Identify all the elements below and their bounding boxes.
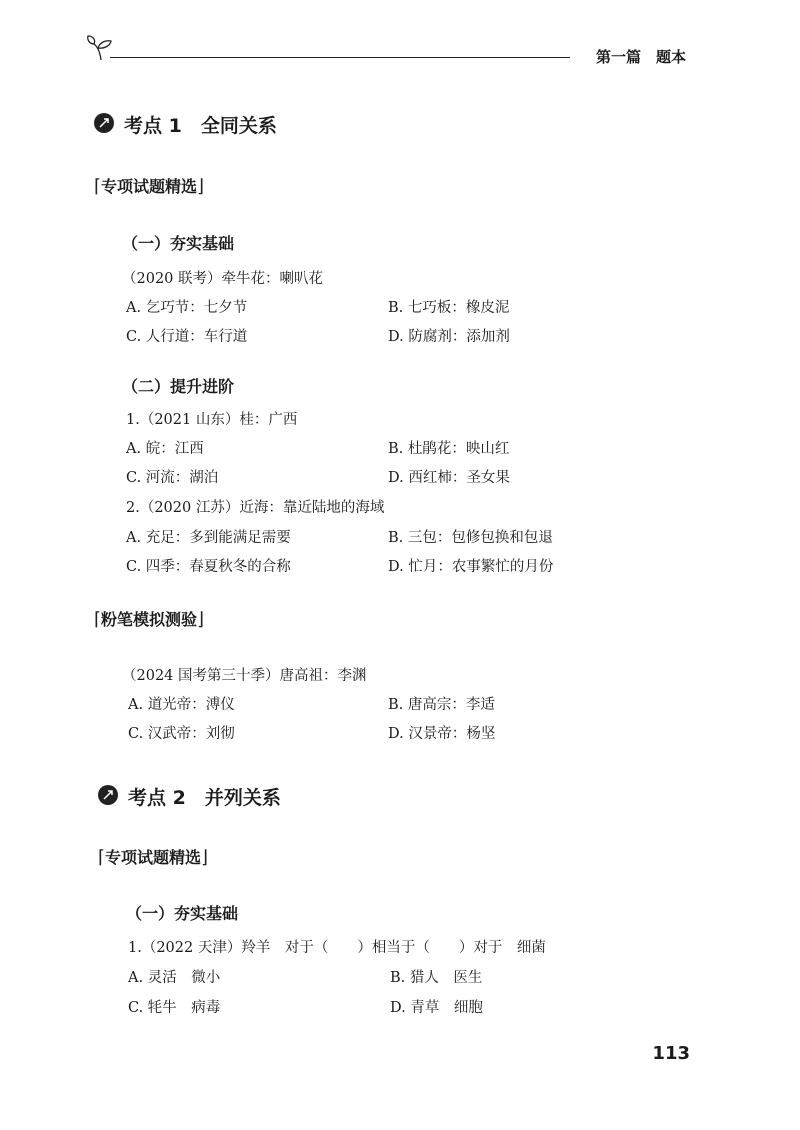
question-stem: （2024 国考第三十季）唐高祖：李渊 — [122, 668, 367, 684]
question-stem: 1.（2022 天津）羚羊 对于（ ）相当于（ ）对于 细菌 — [128, 940, 546, 956]
option-c: C. 人行道：车行道 — [126, 329, 248, 345]
page-number: 113 — [652, 1043, 690, 1064]
option-a: A. 皖：江西 — [126, 441, 204, 457]
option-c: C. 四季：春夏秋冬的合称 — [126, 559, 291, 575]
question-stem: 2.（2020 江苏）近海：靠近陆地的海域 — [126, 500, 385, 516]
question-stem: 1.（2021 山东）桂：广西 — [126, 412, 298, 428]
section-heading: ⌈粉笔模拟测验⌋ — [94, 609, 205, 630]
option-b: B. 七巧板：橡皮泥 — [388, 300, 510, 316]
kaodian-title: 考点 2 并列关系 — [128, 787, 281, 809]
section-heading-text: 专项试题精选 — [105, 848, 202, 867]
option-b: B. 杜鹃花：映山红 — [388, 441, 510, 457]
option-b: B. 猎人 医生 — [390, 970, 483, 986]
option-c: C. 汉武帝：刘彻 — [128, 726, 235, 742]
option-a: A. 乞巧节：七夕节 — [126, 300, 248, 316]
option-d: D. 防腐剂：添加剂 — [388, 329, 510, 345]
section-heading: ⌈专项试题精选⌋ — [98, 847, 209, 868]
header-rule — [110, 57, 570, 58]
option-d: D. 汉景帝：杨坚 — [388, 726, 496, 742]
kaodian-icon — [98, 785, 118, 805]
subsection-title: （二）提升进阶 — [122, 377, 235, 396]
option-b: B. 三包：包修包换和包退 — [388, 530, 553, 546]
section-heading-text: 粉笔模拟测验 — [101, 610, 198, 629]
option-b: B. 唐高宗：李适 — [388, 697, 495, 713]
option-c: C. 河流：湖泊 — [126, 470, 219, 486]
subsection-title: （一）夯实基础 — [122, 234, 235, 253]
question-stem: （2020 联考）牵牛花：喇叭花 — [122, 271, 324, 287]
option-d: D. 青草 细胞 — [390, 1000, 483, 1016]
kaodian-icon — [94, 113, 114, 133]
section-heading-text: 专项试题精选 — [101, 177, 198, 196]
kaodian-title: 考点 1 全同关系 — [124, 115, 277, 137]
section-heading: ⌈专项试题精选⌋ — [94, 176, 205, 197]
option-c: C. 牦牛 病毒 — [128, 1000, 221, 1016]
header-title: 第一篇 题本 — [595, 48, 686, 66]
option-d: D. 忙月：农事繁忙的月份 — [388, 559, 554, 575]
option-a: A. 灵活 微小 — [128, 970, 221, 986]
option-a: A. 道光帝：溥仪 — [128, 697, 235, 713]
option-a: A. 充足：多到能满足需要 — [126, 530, 291, 546]
subsection-title: （一）夯实基础 — [126, 904, 239, 923]
option-d: D. 西红柿：圣女果 — [388, 470, 510, 486]
